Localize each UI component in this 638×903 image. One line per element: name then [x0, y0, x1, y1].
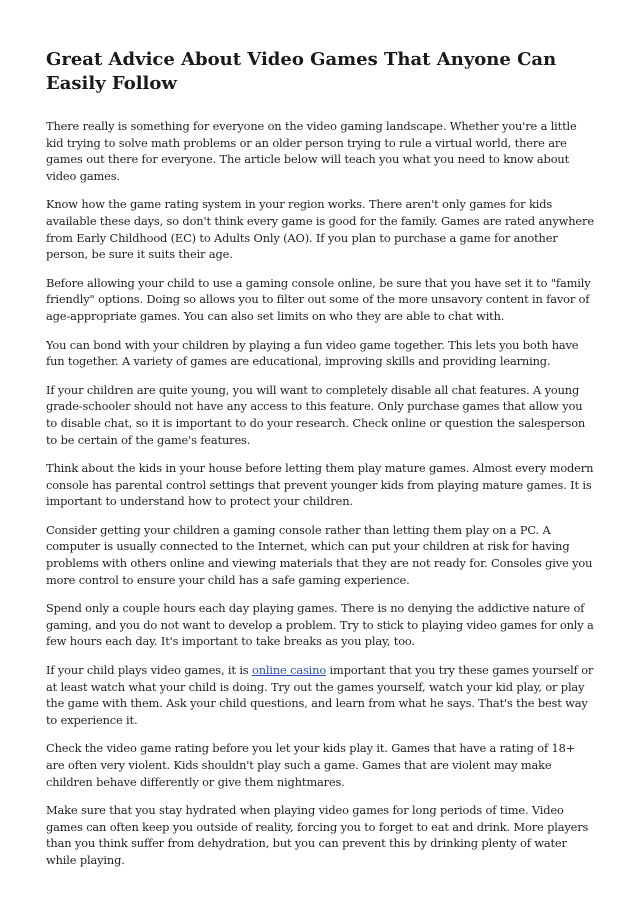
paragraph-check-rating: Check the video game rating before you let your kids play it. Games that have a rating of 18+ are often very violent. Kids shouldn't play such a game. Games that are violent may make children behave differently or give them nightmares. [46, 741, 576, 789]
paragraph-limit-hours: Spend only a couple hours each day playing games. There is no denying the addictive nature of gaming, and you do not want to develop a problem. Try to stick to playing video games for only a few hours each day. It's important to take breaks as you play, too. [46, 601, 594, 649]
paragraph-text-before-link: If your child plays video games, it is [46, 663, 252, 678]
document-page [46, 48, 596, 881]
paragraph-disable-chat: If your children are quite young, you will want to completely disable all chat features. A young grade-schooler should not have any access to this feature. Only purchase games that allow you to disable chat, so it is important to do your research. Check online or question the salesperson to be certain of the game's features. [46, 382, 586, 447]
paragraph-rating-system: Know how the game rating system in your region works. There aren't only games for kids available these days, so don't think every game is good for the family. Games are rated anywhere from Early Childhood (EC) to Adults Only (AO). If you plan to purchase a game for another person, be sure it suits their age. [46, 197, 594, 262]
paragraph-console-vs-pc: Consider getting your children a gaming console rather than letting them play on a PC. A computer is usually connected to the Internet, which can put your children at risk for having problems with others online and viewing materials that they are not ready for. Consoles give you more control to ensure your child has a safe gaming experience. [46, 522, 593, 587]
paragraph-mature-games: Think about the kids in your house before letting them play mature games. Almost every modern console has parental control settings that prevent younger kids from playing mature games. It is important to understand how to protect your children. [46, 461, 594, 509]
paragraph-intro: There really is something for everyone on the video gaming landscape. Whether you're a little kid trying to solve math problems or an older person trying to rule a virtual world, there are games out there for everyone. The article below will teach you what you need to know about video games. [46, 119, 577, 183]
paragraph-stay-hydrated: Make sure that you stay hydrated when playing video games for long periods of time. Video games can often keep you outside of reality, forcing you to forget to eat and drink. More players than you think suffer from dehydration, but you can prevent this by drinking plenty of water while playing. [46, 803, 589, 867]
paragraph-text-after-link: important that you try these games yourself or at least watch what your child is doing. Try out the games yourself, watch your kid play, or play the game with them. Ask your child questions, and learn from what he says. That's the best way to experience it. [46, 663, 594, 727]
paragraph-try-games [46, 662, 596, 728]
paragraph-bond-children: You can bond with your children by playing a fun video game together. This lets you both have fun together. A variety of games are educational, improving skills and providing learning. [46, 337, 579, 369]
paragraph-family-friendly: Before allowing your child to use a gaming console online, be sure that you have set it to "family friendly" options. Doing so allows you to filter out some of the more unsavory content in favor of age-appropriate games. You can also set limits on who they are able to chat with. [46, 275, 591, 323]
online-casino-link[interactable]: online casino [251, 663, 327, 678]
document-title: Great Advice About Video Games That Anyone Can Easily Follow [46, 49, 557, 94]
